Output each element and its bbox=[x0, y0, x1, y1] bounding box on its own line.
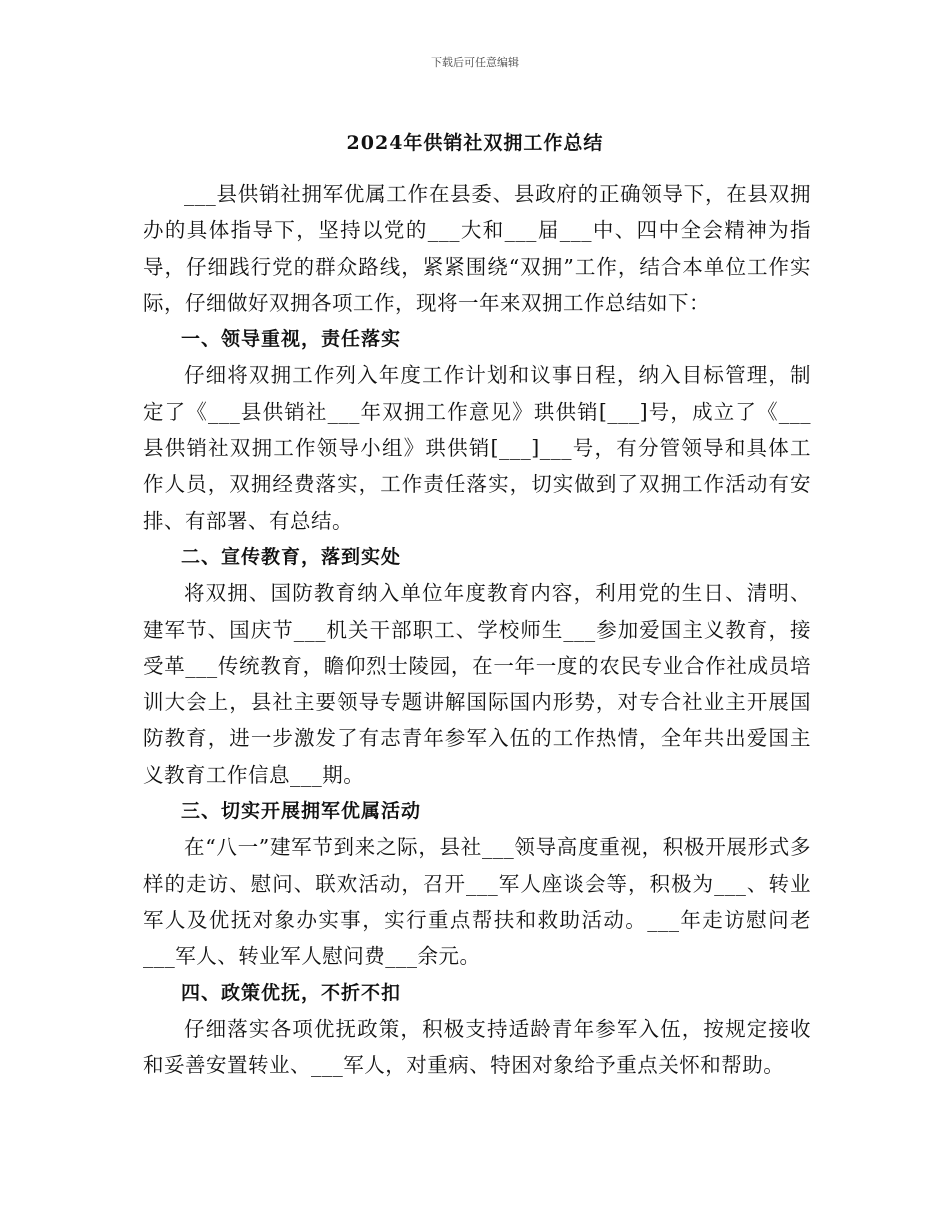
document-title: 2024年供销社双拥工作总结 bbox=[346, 132, 604, 154]
section-heading: 二、宣传教育，落到实处 bbox=[181, 545, 402, 568]
section-heading: 三、切实开展拥军优属活动 bbox=[181, 800, 422, 823]
intro-paragraph: ___县供销社拥军优属工作在县委、县政府的正确领导下，在县双拥办的具体指导下，坚持以党的___大和___届___中、四中全会精神为指导，仔细践行党的群众路线，紧紧围绕“双拥”工作，结合本单位工作实际，仔细做好双拥各项工作，现将一年来双拥工作总结如下： bbox=[143, 182, 811, 315]
section-heading: 一、领导重视，责任落实 bbox=[181, 328, 402, 351]
header-note: 下载后可任意编辑 bbox=[431, 56, 519, 69]
section-paragraph: 将双拥、国防教育纳入单位年度教育内容，利用党的生日、清明、建军节、国庆节___机关干部职工、学校师生___参加爱国主义教育，接受革___传统教育，瞻仰烈士陵园，在一年一度的农民专业合作社成员培训大会上，县社主要领导专题讲解国际国内形势，对专合社业主开展国防教育，进一步激发了有志青年参军入伍的工作热情，全年共出爱国主义教育工作信息___期。 bbox=[143, 581, 811, 787]
section-paragraph: 仔细将双拥工作列入年度工作计划和议事日程，纳入目标管理，制定了《___县供销社___年双拥工作意见》珙供销[___]号，成立了《___县供销社双拥工作领导小组》珙供销[___]___号，有分管领导和具体工作人员，双拥经费落实，工作责任落实，切实做到了双拥工作活动有安排、有部署、有总结。 bbox=[143, 363, 811, 533]
section-heading: 四、政策优抚，不折不扣 bbox=[181, 981, 402, 1004]
section-paragraph: 仔细落实各项优抚政策，积极支持适龄青年参军入伍，按规定接收和妥善安置转业、___军人，对重病、特困对象给予重点关怀和帮助。 bbox=[143, 1016, 811, 1078]
section-paragraph: 在“八一”建军节到来之际，县社___领导高度重视，积极开展形式多样的走访、慰问、联欢活动，召开___军人座谈会等，积极为___、转业军人及优抚对象办实事，实行重点帮扶和救助活动。___年走访慰问老___军人、转业军人慰问费___余元。 bbox=[143, 835, 811, 969]
document-body bbox=[143, 176, 811, 1083]
